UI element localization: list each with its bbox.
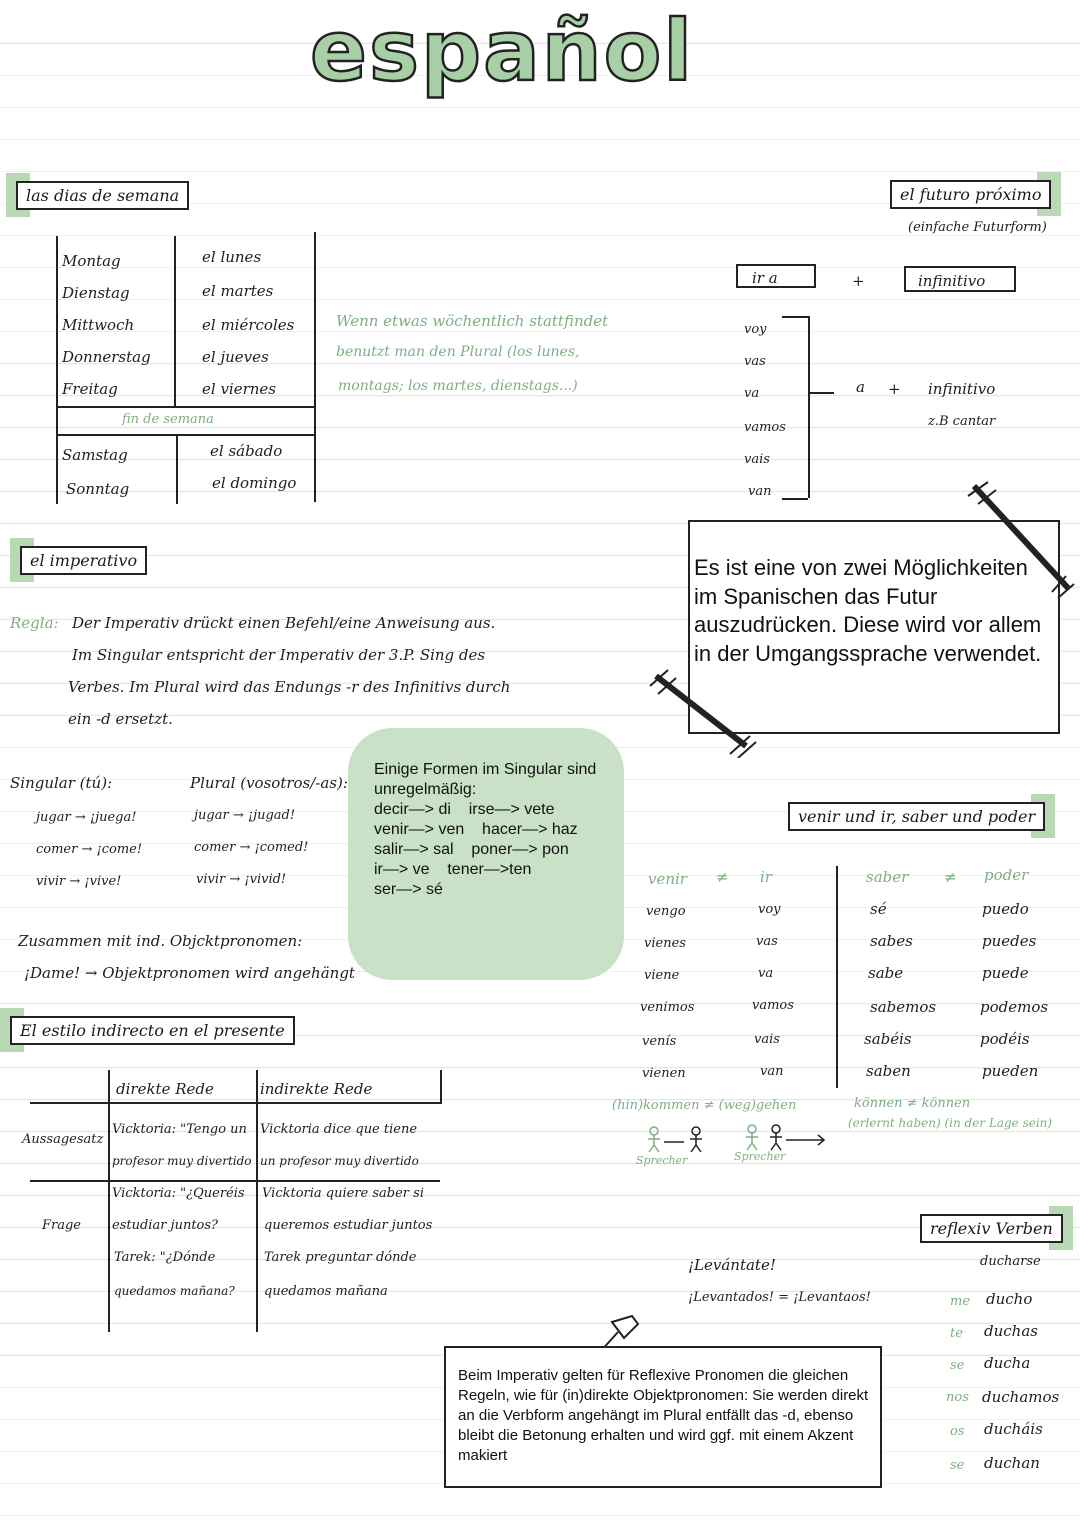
regla-line: ein -d ersetzt. — [68, 710, 173, 728]
reflexiv-pronoun: te — [950, 1326, 963, 1341]
ir-form: va — [758, 966, 774, 981]
ir-form: va — [744, 386, 760, 401]
weekday-es: el viernes — [202, 380, 276, 398]
weekdays-note-line: montags; los martes, dienstags...) — [338, 378, 578, 394]
reflexiv-note: Beim Imperativ gelten für Reflexive Pronomen die gleichen Regeln, wie für (in)direkte Objektpronomen: Sie werden direkt an die Verbform angehängt im Plural entfällt das -d, ebenso bleibt die Betonung erhalten und wird ggf. mit einem Akzent makiert — [458, 1367, 869, 1464]
singular-form: jugar → ¡juega! — [36, 810, 137, 825]
plural-form: jugar → ¡jugad! — [194, 808, 296, 823]
singular-form: vivir → ¡vive! — [36, 874, 122, 889]
weekday-de: Freitag — [62, 380, 118, 398]
person-coming-icon — [646, 1126, 706, 1154]
reflexiv-imperative: ¡Levantados! = ¡Levantaos! — [688, 1290, 871, 1305]
weekend-table-divider — [176, 434, 178, 504]
weekend-de: Samstag — [62, 446, 128, 464]
weekday-de: Donnerstag — [62, 348, 151, 366]
direct-line: profesor muy divertido — [112, 1154, 252, 1168]
singular-label: Singular (tú): — [10, 774, 113, 792]
weekdays-note-line: benutzt man den Plural (los lunes, — [336, 344, 580, 360]
indirect-line: quedamos mañana — [264, 1284, 388, 1299]
ir-form: vamos — [744, 420, 786, 435]
direct-line: Tarek: "¿Dónde — [114, 1250, 216, 1265]
weekdays-separator-top — [56, 406, 314, 408]
formula-ir-a: ir a — [736, 264, 816, 288]
estilo-row-line — [30, 1180, 440, 1182]
venir-form: viene — [644, 968, 680, 983]
reflexiv-pronoun: os — [950, 1424, 965, 1439]
futuro-example: z.B cantar — [928, 414, 996, 429]
weekday-es: el miércoles — [202, 316, 295, 334]
reflexiv-form: ducháis — [984, 1420, 1043, 1438]
estilo-col-line — [108, 1070, 110, 1332]
poder-form: puedo — [982, 900, 1029, 918]
weekdays-table-divider — [174, 236, 176, 406]
clip-decoration-icon — [646, 668, 758, 758]
saber-form: sé — [870, 900, 887, 918]
weekdays-separator-bottom — [56, 434, 314, 436]
estilo-col-line — [440, 1070, 442, 1104]
saber-form: sabéis — [864, 1030, 912, 1048]
ir-form: van — [748, 484, 772, 499]
ir-form: voy — [758, 902, 781, 917]
indirect-line: un profesor muy divertido — [260, 1154, 419, 1168]
indirect-line: Vicktoria dice que tiene — [260, 1122, 418, 1137]
weekday-de: Montag — [62, 252, 121, 270]
page-title: español — [310, 2, 695, 100]
weekday-de: Mittwoch — [62, 316, 135, 334]
ir-form: voy — [744, 322, 767, 337]
sprecher-label: Sprecher — [734, 1150, 786, 1163]
venir-form: vienes — [644, 936, 686, 951]
ir-form: vas — [744, 354, 766, 369]
reflexiv-imperative: ¡Levántate! — [688, 1256, 776, 1274]
imperativo-heading: el imperativo — [20, 546, 147, 575]
row-frage: Frage — [42, 1218, 81, 1233]
saber-label: saber — [866, 868, 909, 886]
formula-plus: + — [852, 272, 865, 290]
irregular-forms-note: Einige Formen im Singular sind unregelmäßig: decir—> di irse—> vete venir—> ven hacer—> haz salir—> sal poner—> pon ir—> ve tener—>ten ser—> sé — [374, 761, 597, 898]
weekend-es: el sábado — [210, 442, 283, 460]
neq-sign: ≠ — [944, 868, 957, 886]
poder-label: poder — [984, 866, 1029, 884]
bracket-bottom — [782, 498, 808, 500]
objekt-example: ¡Dame! → Objektpronomen wird angehängt — [24, 964, 355, 982]
saber-form: sabe — [868, 964, 904, 982]
weekend-label: fin de semana — [122, 412, 214, 427]
reflexiv-pronoun: nos — [946, 1390, 969, 1405]
saber-form: sabes — [870, 932, 913, 950]
indirect-line: queremos estudiar juntos — [264, 1218, 433, 1233]
weekend-es: el domingo — [212, 474, 297, 492]
weekday-es: el martes — [202, 282, 274, 300]
poder-form: podemos — [980, 998, 1049, 1016]
direct-line: quedamos mañana? — [114, 1284, 235, 1298]
futuro-info-text: Es ist eine von zwei Möglichkeiten im Spanischen das Futur auszudrücken. Diese wird vor allem in der Umgangssprache verwendet. — [694, 555, 1042, 666]
regla-label: Regla: — [10, 614, 59, 632]
saber-meaning-detail: (erlernt haben) (in der Lage sein) — [848, 1116, 1053, 1130]
bracket-vertical — [808, 316, 810, 498]
objekt-line: Zusammen mit ind. Objcktpronomen: — [18, 932, 303, 950]
reflexiv-form: duchan — [984, 1454, 1040, 1472]
plural-label: Plural (vosotros/-as): — [190, 774, 348, 792]
poder-form: podéis — [980, 1030, 1030, 1048]
neq-sign: ≠ — [716, 868, 729, 886]
row-aussagesatz: Aussagesatz — [22, 1132, 104, 1147]
futuro-heading: el futuro próximo — [890, 180, 1051, 209]
poder-form: puede — [982, 964, 1029, 982]
regla-line: Der Imperativ drückt einen Befehl/eine Anweisung aus. — [72, 614, 496, 632]
weekdays-heading: las dias de semana — [16, 181, 189, 210]
ir-form: vais — [744, 452, 770, 467]
reflexiv-heading: reflexiv Verben — [920, 1214, 1063, 1243]
verbs-divider — [836, 866, 838, 1088]
venir-label: venir — [648, 870, 687, 888]
weekday-de: Dienstag — [62, 284, 130, 302]
indirect-line: Vicktoria quiere saber si — [262, 1186, 424, 1201]
venir-form: vengo — [646, 904, 686, 919]
poder-form: puedes — [982, 932, 1037, 950]
indirect-line: Tarek preguntar dónde — [264, 1250, 417, 1265]
direct-line: estudiar juntos? — [112, 1218, 219, 1233]
poder-form: pueden — [982, 1062, 1039, 1080]
direct-line: Vicktoria: "¿Queréis — [112, 1186, 245, 1201]
reflexiv-form: duchamos — [982, 1388, 1060, 1406]
saber-meaning: können ≠ können — [854, 1096, 971, 1111]
bracket-arrow — [808, 392, 834, 394]
reflexiv-form: duchas — [984, 1322, 1038, 1340]
reflexiv-pronoun: se — [950, 1458, 965, 1473]
reflexiv-infinitive: ducharse — [980, 1254, 1041, 1269]
reflexiv-pronoun: se — [950, 1358, 965, 1373]
weekend-de: Sonntag — [66, 480, 130, 498]
regla-line: Verbes. Im Plural wird das Endungs -r des Infinitivs durch — [68, 678, 511, 696]
ir-form: vas — [756, 934, 778, 949]
regla-line: Im Singular entspricht der Imperativ der 3.P. Sing des — [72, 646, 486, 664]
clip-decoration-icon — [960, 476, 1078, 604]
direct-line: Vicktoria: "Tengo un — [112, 1122, 247, 1137]
verbs-heading: venir und ir, saber und poder — [788, 802, 1045, 831]
person-going-icon — [742, 1124, 828, 1152]
saber-form: sabemos — [870, 998, 937, 1016]
bracket-top — [782, 316, 808, 318]
estilo-heading: El estilo indirecto en el presente — [10, 1016, 295, 1045]
plural-form: vivir → ¡vivid! — [196, 872, 287, 887]
col-direkte: direkte Rede — [116, 1080, 214, 1098]
weekdays-table-left-border — [56, 236, 58, 504]
result-plus: + — [888, 380, 901, 398]
weekdays-table-right-border — [314, 232, 316, 502]
weekdays-note-line: Wenn etwas wöchentlich stattfindet — [336, 312, 609, 330]
estilo-col-line — [256, 1070, 258, 1332]
estilo-header-line — [30, 1102, 440, 1104]
sprecher-label: Sprecher — [636, 1154, 688, 1167]
venir-meaning: (hin)kommen ≠ (weg)gehen — [612, 1098, 797, 1113]
result-infinitivo: infinitivo — [928, 380, 996, 398]
ir-form: vamos — [752, 998, 794, 1013]
saber-form: saben — [866, 1062, 911, 1080]
col-indirekte: indirekte Rede — [260, 1080, 373, 1098]
weekday-es: el lunes — [202, 248, 262, 266]
futuro-subheading: (einfache Futurform) — [908, 220, 1047, 235]
formula-infinitivo: infinitivo — [904, 266, 1016, 292]
ir-form: vais — [754, 1032, 780, 1047]
venir-form: venimos — [640, 1000, 695, 1015]
reflexiv-form: ducha — [984, 1354, 1031, 1372]
reflexiv-pronoun: me — [950, 1294, 971, 1309]
singular-form: comer → ¡come! — [36, 842, 143, 857]
venir-form: venís — [642, 1034, 677, 1049]
weekday-es: el jueves — [202, 348, 269, 366]
reflexiv-form: ducho — [986, 1290, 1033, 1308]
ir-label: ir — [760, 868, 772, 886]
ir-form: van — [760, 1064, 784, 1079]
venir-form: vienen — [642, 1066, 686, 1081]
result-a: a — [856, 378, 865, 396]
plural-form: comer → ¡comed! — [194, 840, 309, 855]
